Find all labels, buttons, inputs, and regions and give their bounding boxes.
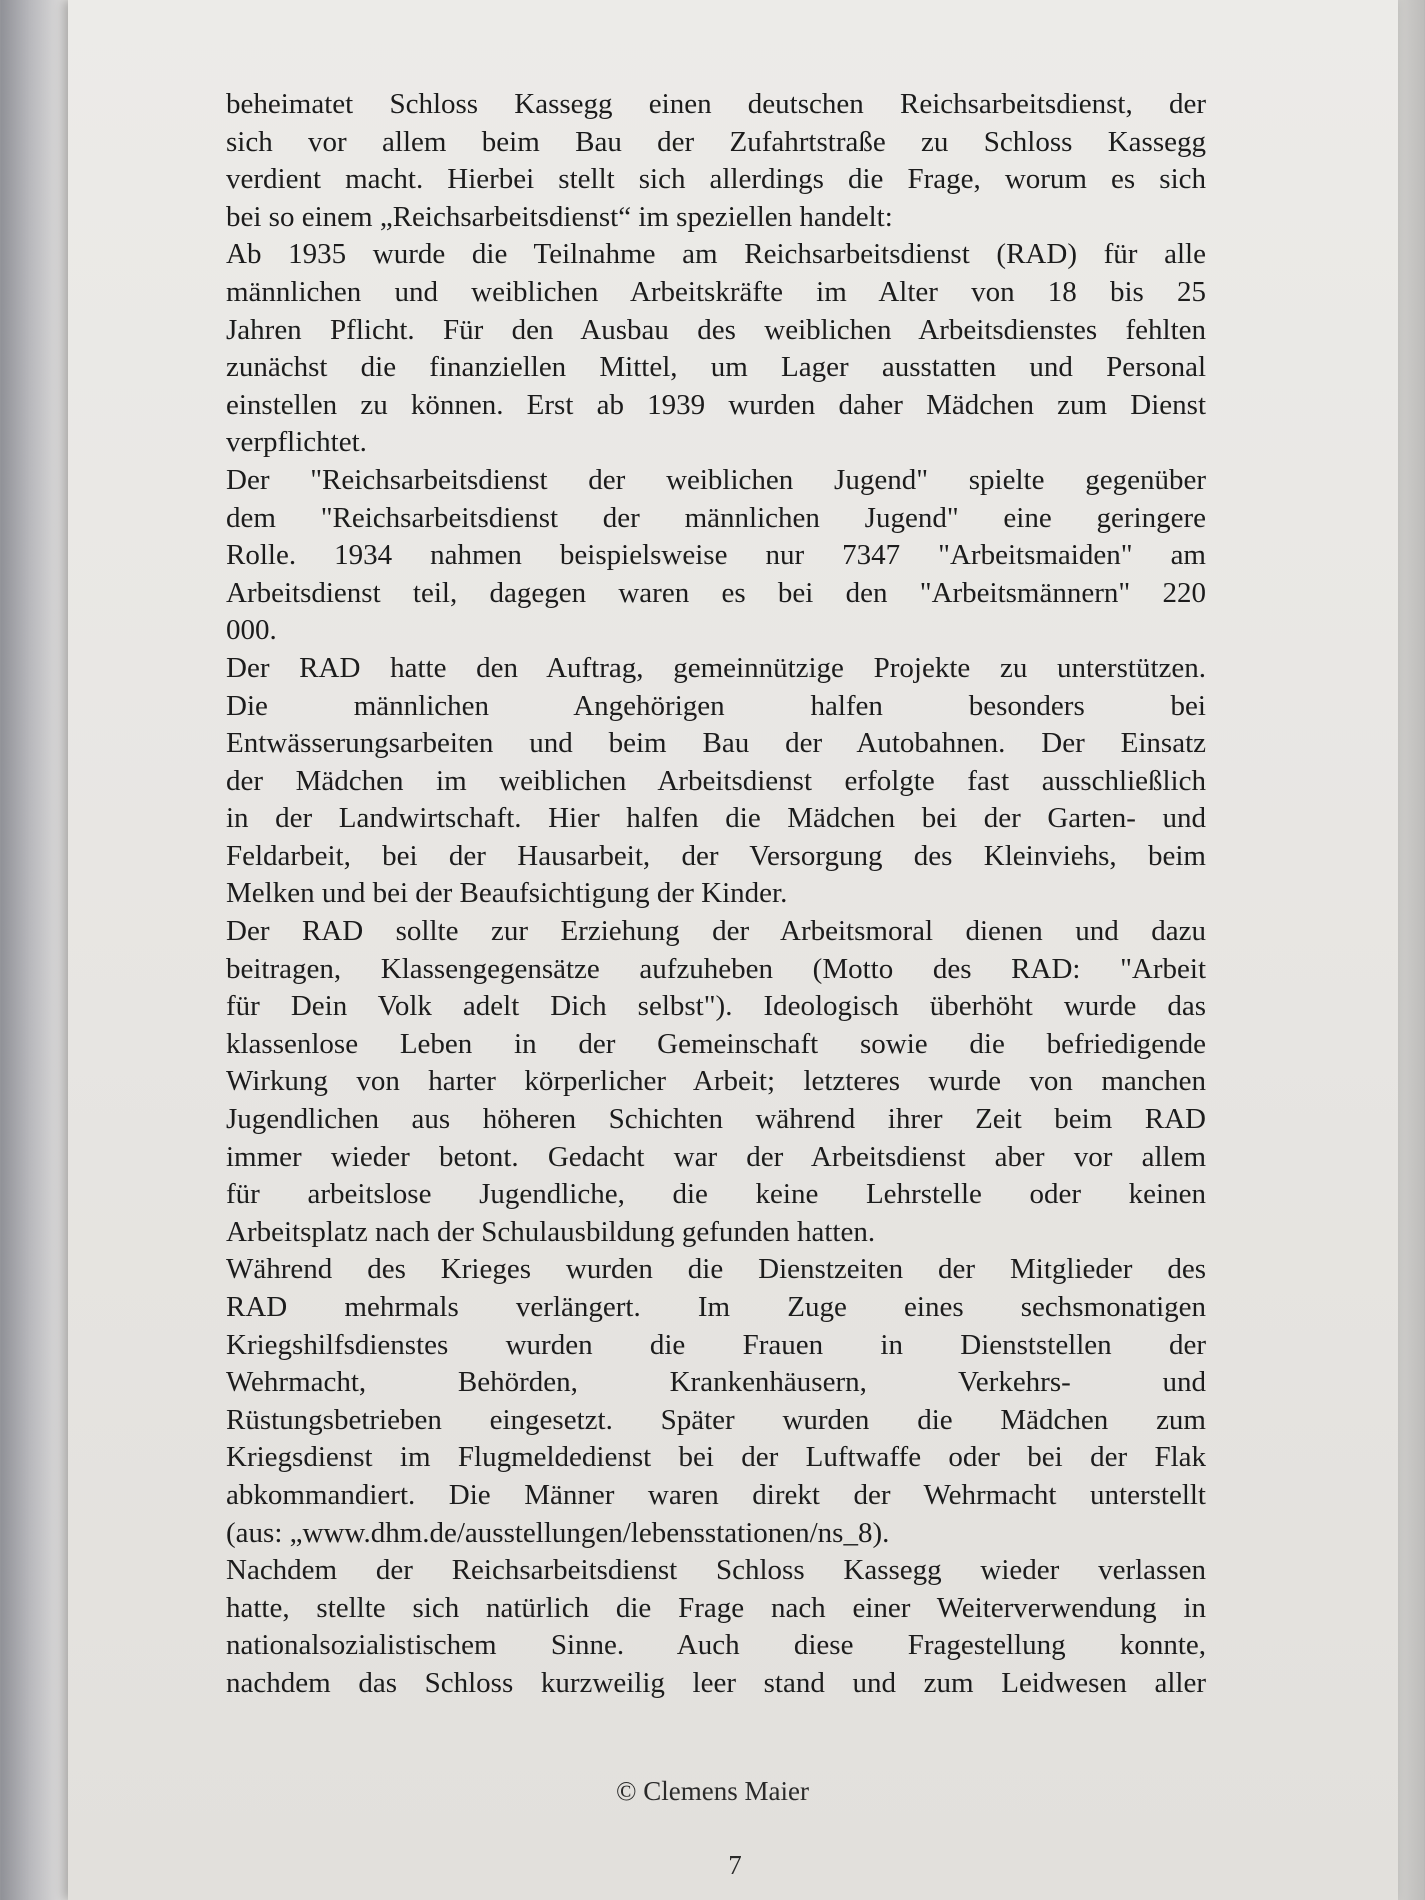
text-line: Ab 1935 wurde die Teilnahme am Reichsarbeitsdienst (RAD) für alle [226, 238, 1206, 271]
text-line: verdient macht. Hierbei stellt sich allerdings die Frage, worum es sich [226, 163, 1206, 196]
copyright-footer: © Clemens Maier [616, 1776, 809, 1806]
text-line: immer wieder betont. Gedacht war der Arbeitsdienst aber vor allem [226, 1140, 1206, 1173]
text-line: nachdem das Schloss kurzweilig leer stand und zum Leidwesen aller [226, 1666, 1206, 1699]
text-line: Der RAD sollte zur Erziehung der Arbeitsmoral dienen und dazu [226, 915, 1206, 948]
text-line: (aus: „www.dhm.de/ausstellungen/lebensstationen/ns_8). [226, 1516, 890, 1549]
text-line: Entwässerungsarbeiten und beim Bau der Autobahnen. Der Einsatz [226, 727, 1206, 760]
text-line: männlichen und weiblichen Arbeitskräfte im Alter von 18 bis 25 [226, 275, 1206, 308]
text-line: Kriegshilfsdienstes wurden die Frauen in Dienststellen der [226, 1328, 1206, 1361]
text-line: klassenlose Leben in der Gemeinschaft sowie die befriedigende [226, 1027, 1206, 1060]
text-line: Der "Reichsarbeitsdienst der weiblichen Jugend" spielte gegenüber [226, 463, 1206, 496]
text-line: RAD mehrmals verlängert. Im Zuge eines sechsmonatigen [226, 1291, 1206, 1323]
text-line: Wirkung von harter körperlicher Arbeit; letzteres wurde von manchen [226, 1065, 1206, 1098]
text-line: Arbeitsplatz nach der Schulausbildung gefunden hatten. [226, 1215, 876, 1248]
text-line: Kriegsdienst im Flugmeldedienst bei der Luftwaffe oder bei der Flak [226, 1441, 1206, 1474]
text-line: abkommandiert. Die Männer waren direkt der Wehrmacht unterstellt [226, 1478, 1206, 1511]
text-line: Nachdem der Reichsarbeitsdienst Schloss Kassegg wieder verlassen [226, 1554, 1206, 1587]
text-line: Jugendlichen aus höheren Schichten während ihrer Zeit beim RAD [226, 1103, 1206, 1136]
text-line: beitragen, Klassengegensätze aufzuheben (Motto des RAD: "Arbeit [226, 952, 1206, 985]
text-line: Die männlichen Angehörigen halfen besonders bei [226, 689, 1206, 722]
text-line: sich vor allem beim Bau der Zufahrtstraße zu Schloss Kassegg [226, 125, 1206, 158]
text-line: Der RAD hatte den Auftrag, gemeinnützige Projekte zu unterstützen. [226, 651, 1206, 684]
text-line: Rüstungsbetrieben eingesetzt. Später wurden die Mädchen zum [226, 1403, 1206, 1436]
text-line: in der Landwirtschaft. Hier halfen die Mädchen bei der Garten- und [226, 802, 1206, 835]
page-number: 7 [728, 1850, 742, 1880]
text-line: bei so einem „Reichsarbeitsdienst“ im speziellen handelt: [226, 200, 893, 233]
text-line: für Dein Volk adelt Dich selbst"). Ideologisch überhöht wurde das [226, 990, 1206, 1023]
text-line: nationalsozialistischem Sinne. Auch diese Fragestellung konnte, [226, 1629, 1206, 1662]
text-line: Wehrmacht, Behörden, Krankenhäusern, Verkehrs- und [226, 1366, 1206, 1399]
text-line: beheimatet Schloss Kassegg einen deutschen Reichsarbeitsdienst, der [226, 88, 1206, 120]
text-line: Feldarbeit, bei der Hausarbeit, der Versorgung des Kleinviehs, beim [226, 839, 1206, 872]
text-line: zunächst die finanziellen Mittel, um Lager ausstatten und Personal [226, 351, 1206, 384]
text-line: hatte, stellte sich natürlich die Frage nach einer Weiterverwendung in [226, 1591, 1206, 1624]
text-line: einstellen zu können. Erst ab 1939 wurden daher Mädchen zum Dienst [226, 388, 1206, 421]
text-line: Jahren Pflicht. Für den Ausbau des weiblichen Arbeitsdienstes fehlten [226, 313, 1206, 346]
text-line: Während des Krieges wurden die Dienstzeiten der Mitglieder des [226, 1253, 1206, 1286]
text-line: Arbeitsdienst teil, dagegen waren es bei den "Arbeitsmännern" 220 [226, 576, 1206, 609]
text-line: verpflichtet. [226, 426, 367, 459]
text-line: Rolle. 1934 nahmen beispielsweise nur 7347 "Arbeitsmaiden" am [226, 539, 1206, 572]
text-line: der Mädchen im weiblichen Arbeitsdienst erfolgte fast ausschließlich [226, 764, 1206, 797]
text-line: 000. [226, 614, 277, 647]
text-line: Melken und bei der Beaufsichtigung der Kinder. [226, 877, 788, 910]
body-text [226, 86, 1206, 1703]
text-line: dem "Reichsarbeitsdienst der männlichen Jugend" eine geringere [226, 501, 1206, 534]
text-line: für arbeitslose Jugendliche, die keine Lehrstelle oder keinen [226, 1178, 1206, 1211]
